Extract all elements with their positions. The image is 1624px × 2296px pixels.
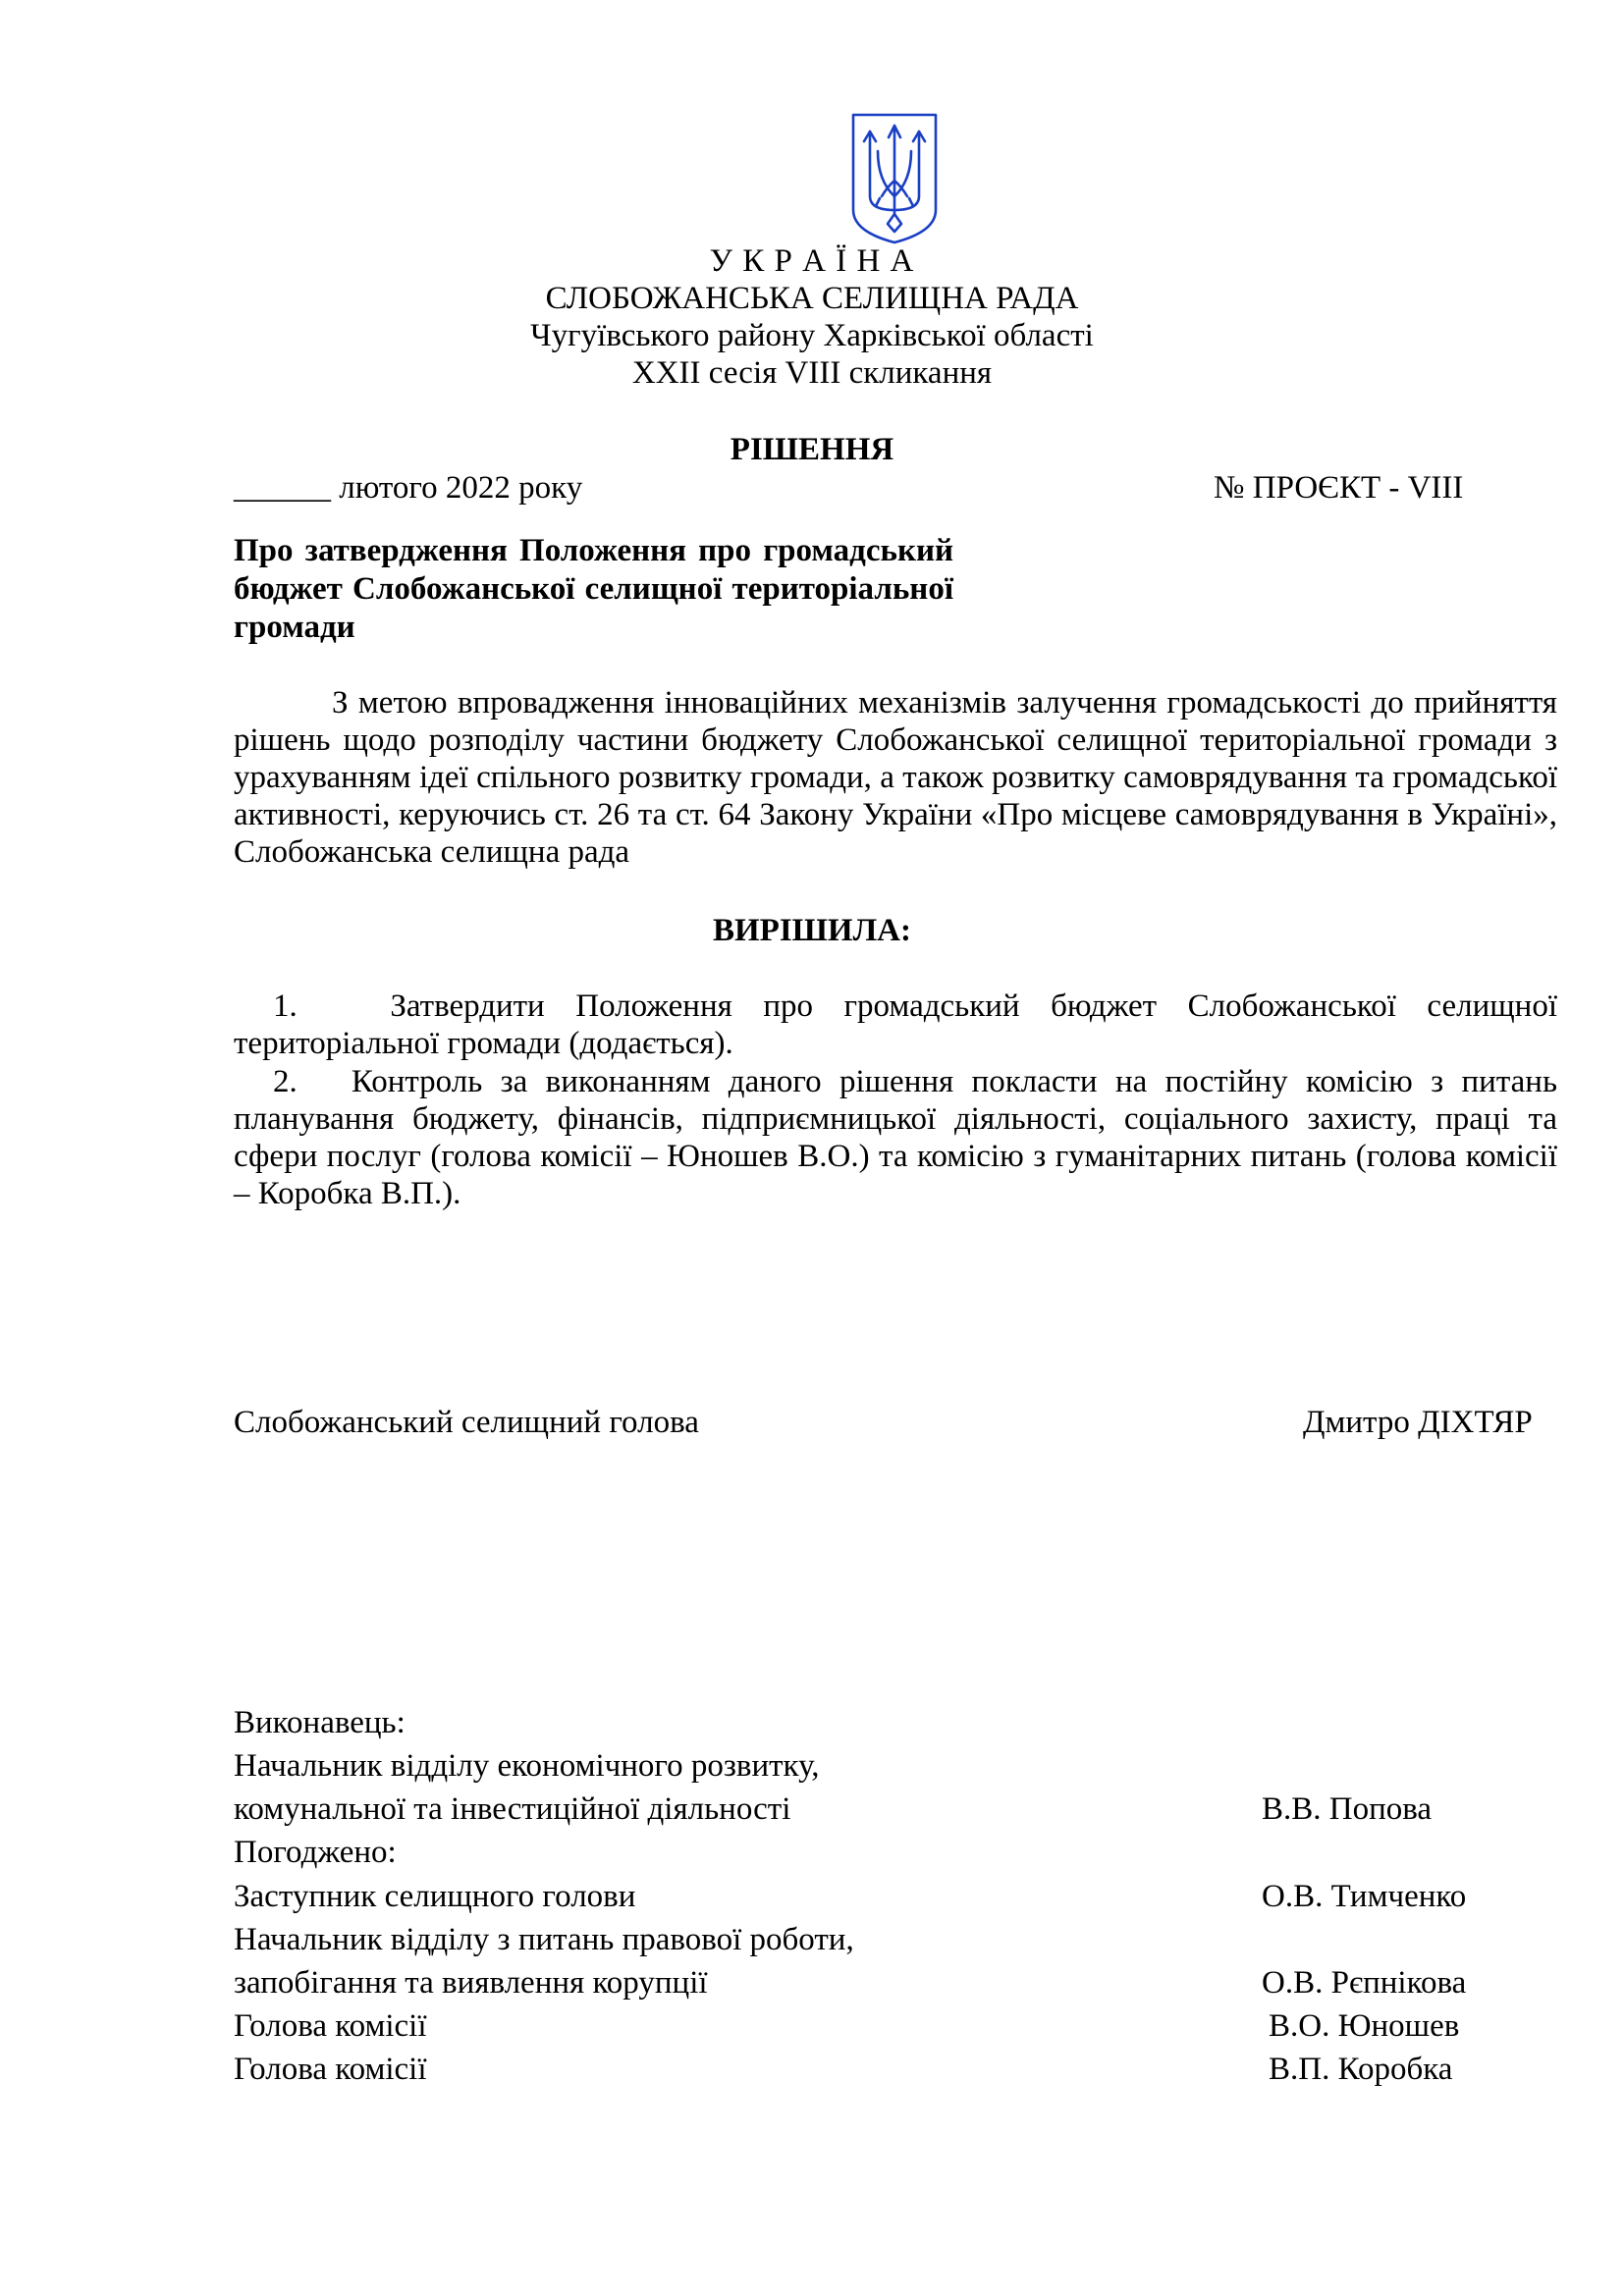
preamble-paragraph: З метою впровадження інноваційних механізмів залучення громадськості до прийняття рішень щодо розподілу частини бюджету Слобожанської селищної територіальної громади з урахуванням ідеї спільного розвитку громади, а також розвитку самоврядування та громадської активності, керуючись ст. 26 та ст. 64 Закону України «Про місцеве самоврядування в Україні», Слобожанська селищна рада [234,685,1557,870]
commission2-position: Голова комісії [234,2052,427,2087]
executor-label: Виконавець: [234,1705,406,1740]
deputy-position: Заступник селищного голови [234,1879,636,1914]
legal-name: О.В. Рєпнікова [1262,1965,1467,2001]
country-name: У К Р А Ї Н А [709,243,915,279]
legal-position-line2: запобігання та виявлення корупції [234,1965,708,2001]
agreed-label: Погоджено: [234,1835,397,1870]
head-position: Слобожанський селищний голова [234,1405,699,1440]
council-name: СЛОБОЖАНСЬКА СЕЛИЩНА РАДА [545,281,1079,316]
item-number: 2. [273,1064,298,1099]
decision-title: РІШЕННЯ [730,432,894,467]
resolution-item [234,988,1557,1062]
decision-subject: Про затвердження Положення про громадський бюджет Слобожанської селищної територіальної громади [234,533,953,645]
deputy-name: О.В. Тимченко [1262,1879,1467,1914]
commission1-position: Голова комісії [234,2008,427,2044]
commission2-name: В.П. Коробка [1269,2052,1453,2087]
head-name: Дмитро ДІХТЯР [1303,1405,1533,1440]
executor-position-line2: комунальної та інвестиційної діяльності [234,1791,791,1827]
executor-name: В.В. Попова [1262,1791,1433,1827]
trident-coat-of-arms-icon [850,112,939,245]
item-text: Затвердити Положення про громадський бюджет Слобожанської селищної територіальної громади (додається). [234,988,1557,1061]
decision-number: № ПРОЄКТ - VIII [1214,470,1464,506]
district-name: Чугуївського району Харківської області [530,318,1094,353]
resolved-heading: ВИРІШИЛА: [713,913,911,948]
executor-position-line1: Начальник відділу економічного розвитку, [234,1748,820,1784]
session-label: XXII сесія VIII скликання [631,355,993,391]
legal-position-line1: Начальник відділу з питань правової роботи, [234,1922,854,1957]
item-number: 1. [273,988,298,1024]
commission1-name: В.О. Юношев [1269,2008,1460,2044]
item-text: Контроль за виконанням даного рішення покласти на постійну комісію з питань планування бюджету, фінансів, підприємницької діяльності, соціального захисту, праці та сфери послуг (голова комісії – Юношев В.О.) та комісію з гуманітарних питань (голова комісії – Коробка В.П.). [234,1064,1558,1211]
resolution-item [234,1063,1557,1212]
decision-date: ______ лютого 2022 року [234,470,583,506]
